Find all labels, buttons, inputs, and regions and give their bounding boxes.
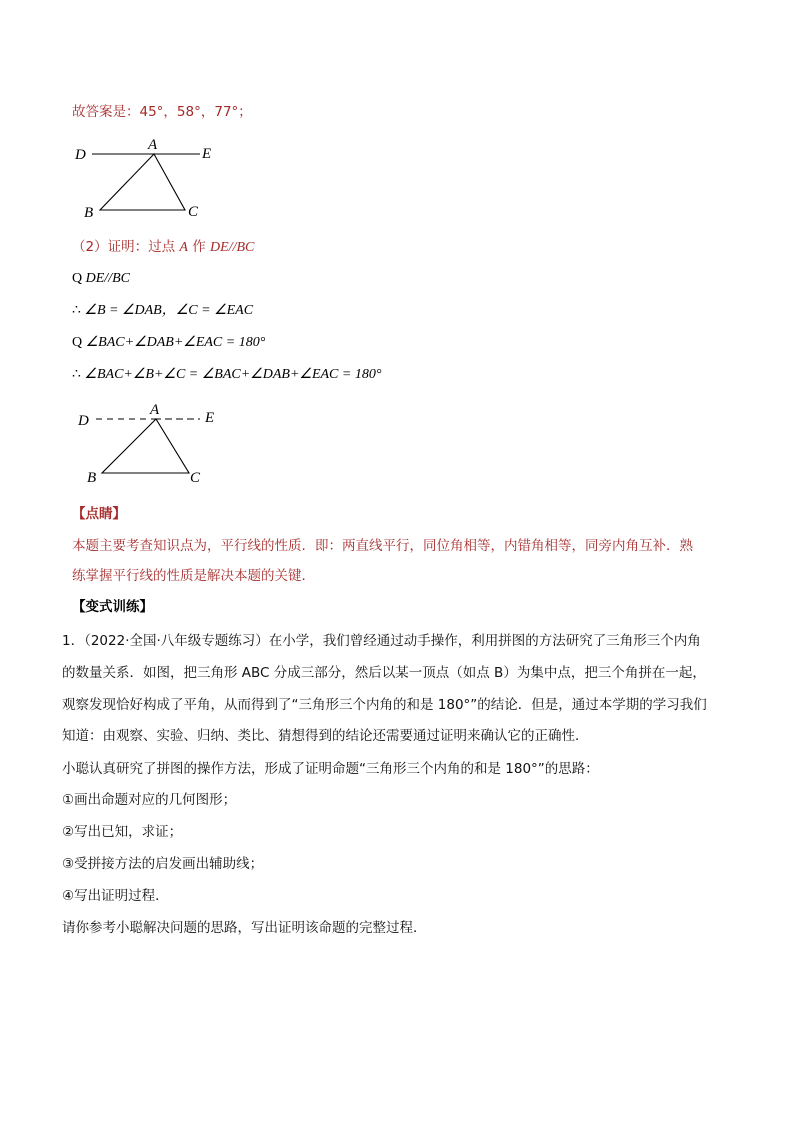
question-1-line-5: 小聪认真研究了拼图的操作方法，形成了证明命题“三角形三个内角的和是 180°”的思路： (62, 761, 599, 777)
question-1-final: 请你参考小聪解决问题的思路，写出证明该命题的完整过程． (62, 920, 427, 936)
figure-1-triangle (70, 138, 250, 224)
question-1-line-2: 的数量关系．如图，把三角形 ABC 分成三部分，然后以某一顶点（如点 B）为集中点，把三个角拼在一起， (62, 665, 706, 681)
dianjing-line-1: 本题主要考查知识点为，平行线的性质．即：两直线平行，同位角相等，内错角相等，同旁内角互补．熟 (72, 538, 693, 554)
question-1-line-1: 1．（2022·全国·八年级专题练习）在小学，我们曾经通过动手操作，利用拼图的方法研究了三角形三个内角 (62, 633, 701, 649)
label-B-2: B (87, 470, 97, 486)
because-symbol-2: Q (72, 335, 83, 350)
label-D: D (75, 147, 86, 163)
label-B: B (84, 205, 94, 221)
proof-intro (72, 238, 254, 257)
dianjing-heading: 【点睛】 (72, 506, 126, 522)
triangle-ABC-2 (102, 419, 189, 473)
proof-intro-line: DE//BC (210, 240, 255, 255)
label-E-2: E (205, 410, 215, 426)
proof-intro-point: A (179, 240, 188, 255)
triangle-ABC (100, 154, 185, 210)
because-symbol: Q (72, 271, 83, 286)
proof-step-1-text: DE//BC (85, 271, 130, 286)
proof-step-4-text: ∠BAC+∠B+∠C = ∠BAC+∠DAB+∠EAC = 180° (84, 367, 382, 382)
label-D-2: D (78, 413, 89, 429)
proof-step-4 (72, 366, 381, 384)
question-1-step-4: ④写出证明过程． (62, 888, 169, 904)
therefore-symbol: ∴ (72, 303, 81, 318)
proof-step-1 (72, 270, 130, 288)
figure-2-triangle (72, 400, 252, 490)
question-1-step-3: ③受拼接方法的启发画出辅助线； (62, 856, 264, 872)
therefore-symbol-2: ∴ (72, 367, 81, 382)
label-E: E (202, 146, 212, 162)
proof-step-2-text: ∠B = ∠DAB，∠C = ∠EAC (84, 303, 254, 318)
label-A: A (148, 138, 158, 153)
proof-step-2 (72, 302, 253, 320)
question-1-line-4: 知道：由观察、实验、归纳、类比、猜想得到的结论还需要通过证明来确认它的正确性． (62, 728, 589, 744)
proof-step-3-text: ∠BAC+∠DAB+∠EAC = 180° (85, 335, 266, 350)
proof-intro-prefix: （2）证明：过点 (72, 239, 180, 255)
label-A-2: A (150, 402, 160, 418)
question-1-line-3: 观察发现恰好构成了平角，从而得到了“三角形三个内角的和是 180°”的结论．但是，通过本学期的学习我们 (62, 697, 707, 713)
answer-line: 故答案是：45°，58°，77°； (72, 104, 252, 120)
bianshi-heading: 【变式训练】 (72, 599, 153, 615)
question-1-step-1: ①画出命题对应的几何图形； (62, 792, 237, 808)
proof-intro-mid: 作 (187, 239, 211, 255)
label-C: C (188, 204, 199, 220)
proof-step-3 (72, 334, 265, 352)
question-1-step-2: ②写出已知，求证； (62, 824, 183, 840)
dianjing-line-2: 练掌握平行线的性质是解决本题的关键． (72, 568, 315, 584)
label-C-2: C (190, 470, 201, 486)
